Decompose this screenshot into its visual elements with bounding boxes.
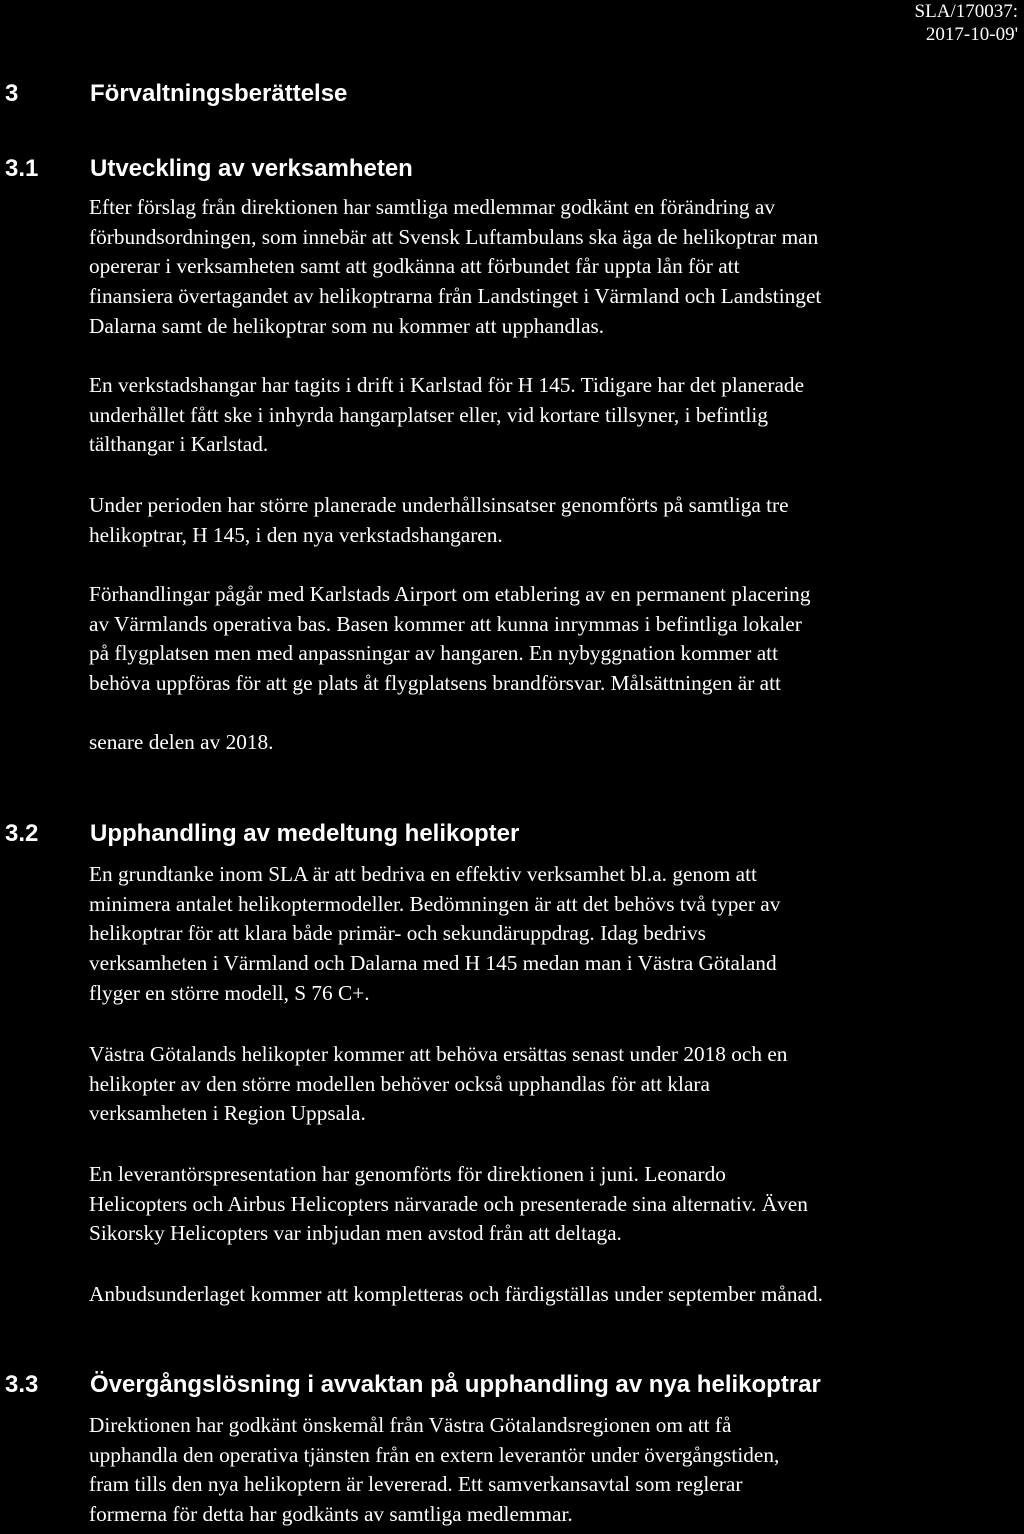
reference-number: SLA/170037: — [914, 1, 1018, 22]
text-line: upphandla den operativa tjänsten från en extern leverantör under övergångstiden, — [89, 1442, 780, 1467]
text-line: verksamheten i Region Uppsala. — [89, 1101, 366, 1126]
text-line: minimera antalet helikoptermodeller. Bedömningen är att det behövs två typer av — [89, 891, 781, 916]
text-line: helikoptrar för att klara både primär- och sekundäruppdrag. Idag bedrivs — [89, 921, 706, 946]
text-line: av Värmlands operativa bas. Basen kommer att kunna inrymmas i befintliga lokaler — [89, 611, 802, 636]
paragraph — [89, 193, 989, 342]
text-line: förbundsordningen, som innebär att Svensk Luftambulans ska äga de helikoptrar man — [89, 224, 819, 249]
paragraph — [89, 371, 989, 460]
text-line: verksamheten i Värmland och Dalarna med H 145 medan man i Västra Götaland — [89, 951, 777, 976]
reference-date: 2017-10-09' — [925, 24, 1018, 45]
subsection-number: 3.1 — [5, 155, 39, 182]
text-line: Västra Götalands helikopter kommer att behöva ersättas senast under 2018 och en — [89, 1042, 788, 1066]
paragraph — [89, 1040, 989, 1129]
text-line: helikopter av den större modellen behöver också upphandlas för att klara — [89, 1071, 710, 1096]
paragraph — [89, 860, 989, 1009]
text-line: Förhandlingar pågår med Karlstads Airport om etablering av en permanent placering — [89, 582, 811, 606]
text-line: finansiera övertagandet av helikoptrarna från Landstinget i Värmland och Landstinget — [89, 284, 822, 309]
text-line: Sikorsky Helicopters var inbjudan men avstod från att deltaga. — [89, 1221, 622, 1246]
subsection-title: Övergångslösning i avvaktan på upphandling av nya helikoptrar — [90, 1371, 821, 1398]
text-line: formerna för detta har godkänts av samtliga medlemmar. — [89, 1502, 573, 1527]
text-line: senare delen av 2018. — [89, 730, 274, 754]
paragraph — [89, 491, 989, 550]
paragraph — [89, 728, 989, 758]
text-line: fram tills den nya helikoptern är levererad. Ett samverkansavtal som reglerar — [89, 1472, 743, 1497]
subsection-title: Upphandling av medeltung helikopter — [90, 820, 520, 847]
text-line: Dalarna samt de helikoptrar som nu kommer att upphandlas. — [89, 313, 605, 338]
paragraph — [89, 580, 989, 699]
text-line: Efter förslag från direktionen har samtliga medlemmar godkänt en förändring av — [89, 195, 775, 219]
text-line: Direktionen har godkänt önskemål från Västra Götalandsregionen om att få — [89, 1413, 732, 1437]
text-line: En leverantörspresentation har genomförts för direktionen i juni. Leonardo — [89, 1162, 726, 1186]
text-line: på flygplatsen men med anpassningar av hangaren. En nybyggnation kommer att — [89, 641, 778, 666]
text-line: En grundtanke inom SLA är att bedriva en effektiv verksamhet bl.a. genom att — [89, 862, 757, 886]
paragraph — [89, 1280, 989, 1310]
text-line: helikoptrar, H 145, i den nya verkstadshangaren. — [89, 522, 503, 547]
text-line: Under perioden har större planerade underhållsinsatser genomförts på samtliga tre — [89, 493, 789, 517]
section-title: Förvaltningsberättelse — [90, 80, 348, 107]
text-line: behöva uppföras för att ge plats åt flygplatsens brandförsvar. Målsättningen är att — [89, 671, 781, 696]
text-line: En verkstadshangar har tagits i drift i Karlstad för H 145. Tidigare har det planerade — [89, 373, 805, 397]
subsection-number: 3.3 — [5, 1371, 39, 1398]
paragraph — [89, 1160, 989, 1249]
text-line: underhållet fått ske i inhyrda hangarplatser eller, vid kortare tillsyner, i befintlig — [89, 402, 768, 427]
paragraph — [89, 1411, 989, 1530]
text-line: flyger en större modell, S 76 C+. — [89, 980, 370, 1005]
text-line: opererar i verksamheten samt att godkänna att förbundet får uppta lån för att — [89, 254, 740, 279]
subsection-number: 3.2 — [5, 820, 39, 847]
document-reference — [915, 0, 1018, 46]
section-number: 3 — [5, 80, 19, 107]
text-line: Helicopters och Airbus Helicopters närvarade och presenterade sina alternativ. Även — [89, 1191, 808, 1216]
text-line: Anbudsunderlaget kommer att kompletteras och färdigställas under september månad. — [89, 1282, 823, 1306]
text-line: tälthangar i Karlstad. — [89, 432, 269, 457]
subsection-title: Utveckling av verksamheten — [90, 155, 413, 182]
